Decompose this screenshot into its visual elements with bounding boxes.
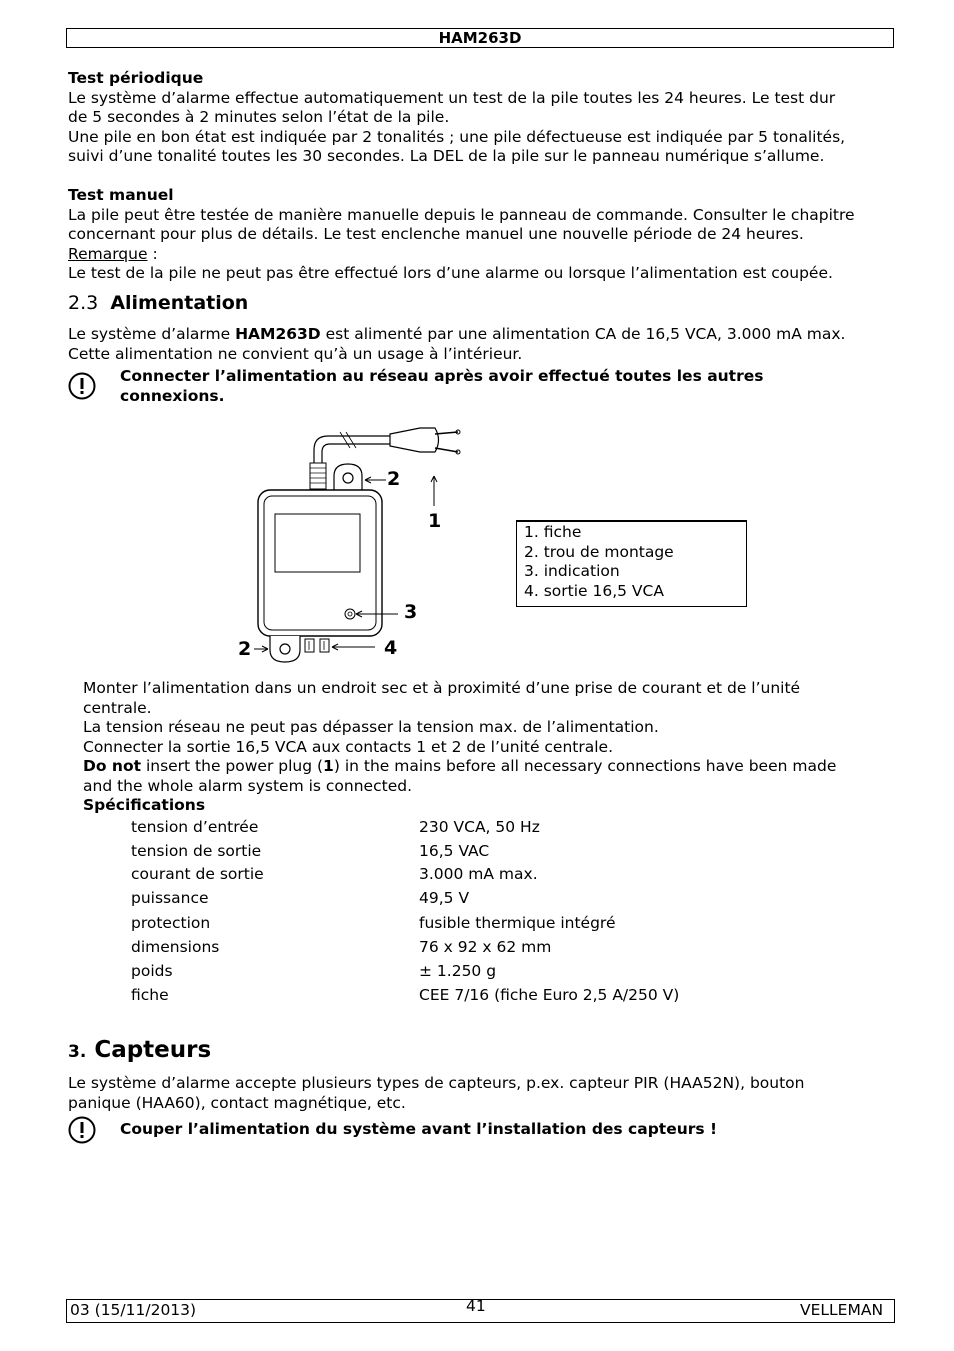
specs-heading: Spécifications	[83, 796, 206, 814]
callout-4: 4	[384, 637, 398, 659]
spec-label: protection	[131, 914, 211, 932]
section-number: 3.	[68, 1042, 87, 1062]
spec-value: fusible thermique intégré	[419, 914, 616, 932]
section-title: Capteurs	[94, 1037, 212, 1063]
section-heading-alimentation	[68, 292, 248, 314]
spec-label: dimensions	[131, 938, 220, 956]
section-test-periodique	[68, 69, 845, 167]
paragraph-line: Le système d’alarme accepte plusieurs types de capteurs, p.ex. capteur PIR (HAA52N), bouton	[68, 1074, 805, 1092]
warning-line: Connecter l’alimentation au réseau après avoir effectué toutes les autres	[120, 367, 764, 385]
page-header	[66, 28, 894, 48]
legend-item: 3. indication	[524, 562, 620, 580]
warning-text: Couper l’alimentation du système avant l’installation des capteurs !	[120, 1120, 718, 1138]
test-periodique-heading: Test périodique	[68, 69, 204, 87]
text: ) in the mains before all necessary connections have been made	[333, 757, 837, 775]
installation-notes	[83, 679, 836, 816]
callout-1: 1	[428, 510, 442, 532]
paragraph-line: La tension réseau ne peut pas dépasser la tension max. de l’alimentation.	[83, 718, 659, 736]
alimentation-intro	[68, 325, 845, 364]
warning-text	[120, 367, 763, 406]
section-title: Alimentation	[110, 292, 249, 314]
spec-value: 3.000 mA max.	[419, 865, 538, 883]
spec-value: 76 x 92 x 62 mm	[419, 938, 552, 956]
callout-2-top: 2	[387, 468, 401, 490]
spec-value: 49,5 V	[419, 889, 470, 907]
power-supply-diagram	[230, 418, 470, 663]
spec-label: poids	[131, 962, 173, 980]
paragraph-line: Une pile en bon état est indiquée par 2 tonalités ; une pile défectueuse est indiquée par 5 tonalités,	[68, 127, 846, 146]
spec-label: tension de sortie	[131, 842, 262, 860]
paragraph-line: de 5 secondes à 2 minutes selon l’état de la pile.	[68, 108, 450, 126]
intro-text: est alimenté par une alimentation CA de 16,5 VCA, 3.000 mA max.	[320, 325, 846, 343]
paragraph-line	[68, 325, 845, 345]
page-number: 41	[466, 1297, 486, 1315]
emphasis: 1	[323, 757, 334, 775]
paragraph-line: Connecter la sortie 16,5 VCA aux contacts 1 et 2 de l’unité centrale.	[83, 737, 614, 756]
paragraph-line: Le système d’alarme effectue automatiquement un test de la pile toutes les 24 heures. Le test dur	[68, 88, 836, 107]
remark-label: Remarque	[68, 244, 148, 263]
spec-value: CEE 7/16 (fiche Euro 2,5 A/250 V)	[419, 986, 680, 1004]
spec-value: ± 1.250 g	[419, 962, 497, 980]
paragraph-line: centrale.	[83, 698, 152, 717]
spec-label: fiche	[131, 986, 169, 1004]
remark-line	[68, 245, 855, 265]
model-name: HAM263D	[235, 325, 321, 343]
footer-brand: VELLEMAN	[800, 1301, 884, 1319]
paragraph-line: Monter l’alimentation dans un endroit sec et à proximité d’une prise de courant et de l’unité	[83, 679, 801, 697]
legend-item: 2. trou de montage	[524, 542, 674, 561]
specs-table	[0, 818, 954, 1018]
paragraph-line: suivi d’une tonalité toutes les 30 secondes. La DEL de la pile sur le panneau numérique s’allume.	[68, 147, 825, 165]
emphasis: Do not	[83, 757, 142, 775]
section-number: 2.3	[68, 292, 99, 314]
diagram-legend	[516, 520, 747, 607]
spec-value: 230 VCA, 50 Hz	[419, 818, 540, 836]
paragraph-line: La pile peut être testée de manière manuelle depuis le panneau de commande. Consulter le chapitre	[68, 205, 855, 224]
remark-text: Le test de la pile ne peut pas être effectué lors d’une alarme ou lorsque l’alimentation est coupée.	[68, 264, 833, 282]
spec-label: tension d’entrée	[131, 818, 259, 836]
capteurs-intro	[68, 1074, 805, 1113]
test-manuel-heading: Test manuel	[68, 186, 174, 204]
remark-colon: :	[147, 244, 158, 263]
section-heading-capteurs	[68, 1037, 211, 1065]
paragraph-line: and the whole alarm system is connected.	[83, 776, 412, 795]
text: insert the power plug (	[141, 757, 324, 775]
section-test-manuel	[68, 186, 855, 284]
spec-value: 16,5 VAC	[419, 842, 490, 860]
callout-3: 3	[404, 601, 418, 623]
warning-line: connexions.	[120, 386, 225, 405]
warning-icon	[68, 1116, 96, 1144]
paragraph-line: concernant pour plus de détails. Le test enclenche manuel une nouvelle période de 24 heures.	[68, 225, 804, 243]
legend-item: 1. fiche	[524, 523, 582, 541]
legend-item: 4. sortie 16,5 VCA	[524, 581, 664, 600]
warning-icon	[68, 372, 96, 400]
spec-label: puissance	[131, 889, 209, 907]
header-title: HAM263D	[438, 29, 522, 47]
spec-label: courant de sortie	[131, 865, 264, 883]
paragraph-line: Cette alimentation ne convient qu’à un usage à l’intérieur.	[68, 344, 523, 363]
paragraph-line: panique (HAA60), contact magnétique, etc.	[68, 1093, 406, 1112]
intro-text: Le système d’alarme	[68, 325, 236, 343]
footer-version: 03 (15/11/2013)	[70, 1301, 197, 1319]
paragraph-line	[83, 757, 836, 777]
callout-2-bottom: 2	[238, 638, 252, 660]
